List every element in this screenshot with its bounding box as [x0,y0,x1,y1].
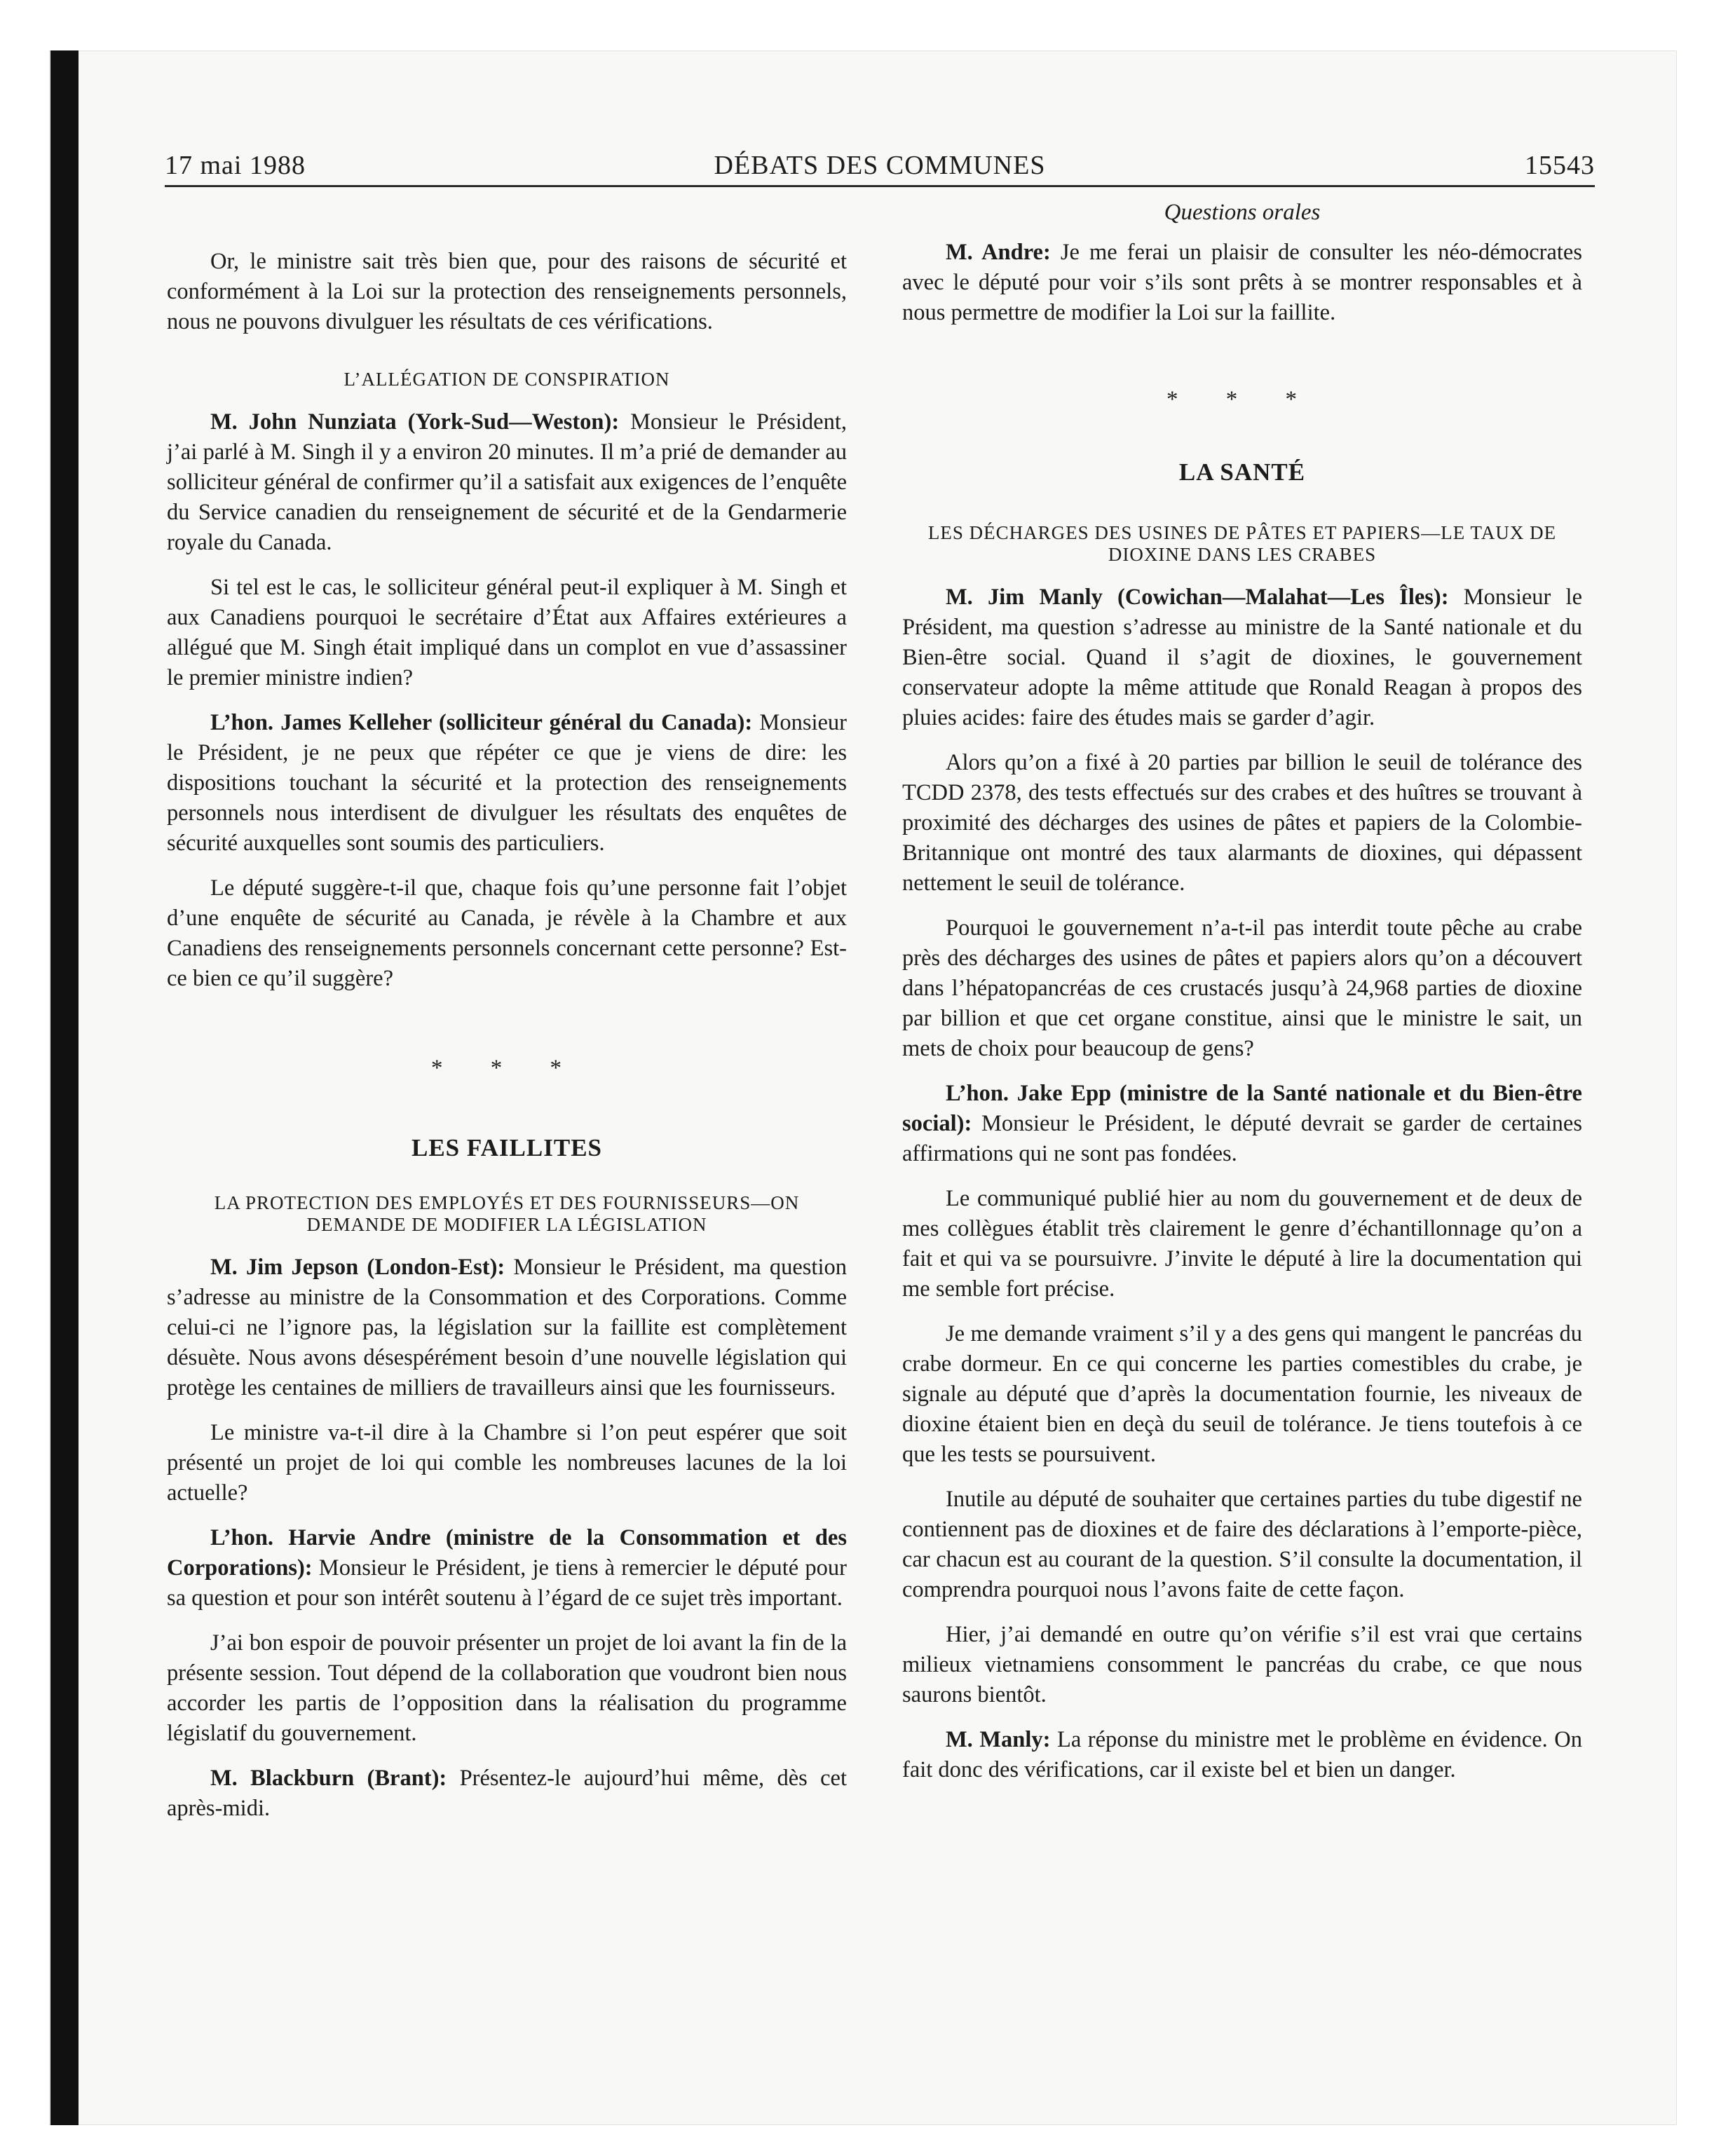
speech-paragraph: Pourquoi le gouvernement n’a-t-il pas interdit toute pêche au crabe près des décharges des usines de pâtes et papiers alors qu’on a découvert dans l’hépatopancréas de ces crustacés jusqu’à 24,968 parties de dioxine par billion et que cet organe constitue, ainsi que le ministre le sait, un mets de choix pour beaucoup de gens? [902,915,1582,1061]
speech-kelleher [167,708,847,859]
header-page-number: 15543 [1525,151,1595,180]
running-head: Questions orales [1164,200,1321,225]
speech-text: Je me ferai un plaisir de consulter les néo-démocrates avec le député pour voir s’ils sont prêts à se montrer responsables et à nous permettre de modifier la Loi sur la faillite. [902,240,1583,325]
subhead-conspiracy: L’ALLÉGATION DE CONSPIRATION [343,369,670,390]
speaker-blackburn: M. Blackburn (Brant): [210,1766,447,1791]
section-separator: * * * [431,1056,583,1081]
speech-paragraph: Inutile au député de souhaiter que certaines parties du tube digestif ne contiennent pas de dioxines et de faire des déclarations à l’emporte-pièce, car chacun est au courant de la question. S’il consulte la documentation, il comprendra pourquoi nous l’avons faite de cette façon. [902,1487,1582,1602]
speech-paragraph: J’ai bon espoir de pouvoir présenter un projet de loi avant la fin de la présente session. Tout dépend de la collaboration que voudront bien nous accorder les partis de l’opposition dans la réalisation du programme législatif du gouvernement. [167,1630,847,1746]
speaker-manly: M. Manly: [946,1727,1051,1752]
speech-text: Présentez-le aujourd’hui même, dès cet après-midi. [167,1766,848,1821]
speaker-manly: M. Jim Manly (Cowichan—Malahat—Les Îles): [946,585,1449,610]
subhead-bankruptcy: LA PROTECTION DES EMPLOYÉS ET DES FOURNISSEURS—ON DEMANDE DE MODIFIER LA LÉGISLATION [214,1192,800,1235]
scan-edge-bar [50,50,79,2125]
speaker-andre: L’hon. Harvie Andre (ministre de la Consommation et des Corporations): [167,1525,847,1581]
header-title: DÉBATS DES COMMUNES [714,151,1046,180]
left-column [167,198,847,1838]
speech-manly [902,582,1582,733]
speech-paragraph: Je me demande vraiment s’il y a des gens qui mangent le pancréas du crabe dormeur. En ce qui concerne les parties comestibles du crabe, je signale au député que d’après la documentation fournie, les niveaux de dioxine étaient bien en deçà du seuil de tolérance. Je tiens toutefois à ce que les tests se poursuivent. [902,1321,1582,1467]
speech-paragraph: Hier, j’ai demandé en outre qu’on vérifie s’il est vrai que certains milieux vietnamiens consomment le pancréas du crabe, ce que nous saurons bientôt. [902,1622,1582,1707]
speech-text: Monsieur le Président, je tiens à remercier le député pour sa question et pour son intérêt soutenu à l’égard de ce sujet très important. [167,1555,847,1611]
speech-manly-reply [902,1725,1582,1785]
speech-text: Monsieur le Président, j’ai parlé à M. Singh il y a environ 20 minutes. Il m’a prié de demander au solliciteur général de confirmer qu’il a satisfait aux exigences de l’enquête du Service canadien du renseignement de sécurité et de la Gendarmerie royale du Canada. [167,409,847,555]
speaker-kelleher: L’hon. James Kelleher (solliciteur général du Canada): [210,710,753,735]
speech-text: Monsieur le Président, ma question s’adresse au ministre de la Consommation et des Corporations. Comme celui-ci ne l’ignore pas, la législation sur la faillite est complètement désuète. Nous avons désespérément besoin d’une nouvelle législation qui protège les centaines de milliers de travailleurs ainsi que les fournisseurs. [167,1255,847,1400]
speech-epp [902,1079,1582,1169]
speech-text: Monsieur le Président, le député devrait se garder de certaines affirmations qui ne sont pas fondées. [902,1111,1582,1166]
speaker-epp: L’hon. Jake Epp (ministre de la Santé nationale et du Bien-être social): [902,1081,1582,1136]
speech-text: La réponse du ministre met le problème en évidence. On fait donc des vérifications, car il existe bel et bien un danger. [902,1727,1582,1782]
intro-paragraph: Or, le ministre sait très bien que, pour des raisons de sécurité et conformément à la Loi sur la protection des renseignements personnels, nous ne pouvons divulguer les résultats de ces vérifications. [167,249,847,334]
right-column [902,198,1582,1800]
speech-text: Monsieur le Président, je ne peux que répéter ce que je viens de dire: les dispositions touchant la sécurité et la protection des renseignements personnels nous interdisent de divulguer les résultats des enquêtes de sécurité auxquelles sont soumis des particuliers. [167,710,847,856]
speech-paragraph: Le député suggère-t-il que, chaque fois qu’une personne fait l’objet d’une enquête de sécurité au Canada, je révèle à la Chambre et aux Canadiens des renseignements personnels concernant cette personne? Est-ce bien ce qu’il suggère? [167,875,847,991]
speaker-andre: M. Andre: [946,240,1051,265]
speech-paragraph: Alors qu’on a fixé à 20 parties par billion le seuil de tolérance des TCDD 2378, des tests effectués sur des crabes et des huîtres se trouvant à proximité des décharges des usines de pâtes et papiers de la Colombie-Britannique ont montré des taux alarmants de dioxines, qui dépassent nettement le seuil de tolérance. [902,750,1582,896]
subhead-health: LES DÉCHARGES DES USINES DE PÂTES ET PAPIERS—LE TAUX DE DIOXINE DANS LES CRABES [927,522,1557,565]
speech-paragraph: Si tel est le cas, le solliciteur général peut-il expliquer à M. Singh et aux Canadiens pourquoi le secrétaire d’État aux Affaires extérieures a allégué que M. Singh était impliqué dans un complot en vue d’assassiner le premier ministre indien? [167,575,847,690]
section-separator: * * * [1166,387,1318,412]
heading-sante: LA SANTÉ [1178,458,1306,486]
speaker-nunziata: M. John Nunziata (York-Sud—Weston): [210,409,620,435]
heading-faillites: LES FAILLITES [411,1134,603,1161]
speech-nunziata [167,407,847,558]
speech-andre-reply [902,238,1582,328]
speech-paragraph: Le communiqué publié hier au nom du gouvernement et de deux de mes collègues établit très clairement le genre d’échantillonnage qu’on a fait et qui va se poursuivre. J’invite le député à lire la documentation qui me semble fort précise. [902,1186,1582,1302]
speech-jepson [167,1253,847,1403]
speech-paragraph: Le ministre va-t-il dire à la Chambre si l’on peut espérer que soit présenté un projet de loi qui comble les nombreuses lacunes de la loi actuelle? [167,1420,847,1506]
speech-andre [167,1523,847,1613]
speech-text: Monsieur le Président, ma question s’adresse au ministre de la Santé nationale et du Bien-être social. Quand il s’agit de dioxines, le gouvernement conservateur adopte la même attitude que Ronald Reagan à propos des pluies acides: faire des études mais se garder d’agir. [902,585,1582,730]
page-header [165,146,1595,187]
speaker-jepson: M. Jim Jepson (London-Est): [210,1255,505,1280]
speech-blackburn [167,1763,847,1824]
header-date: 17 mai 1988 [165,151,306,180]
